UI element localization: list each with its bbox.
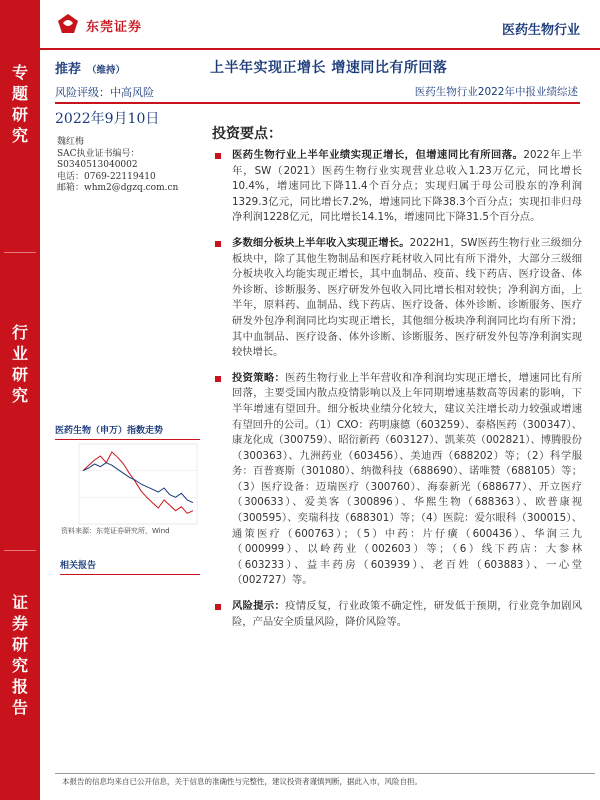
sidebar-divider: [4, 252, 36, 253]
point-lead: 多数细分板块上半年收入实现正增长。: [232, 236, 410, 249]
logo: [56, 13, 156, 37]
report-subtitle: 医药生物行业2022年中报业绩综述: [414, 86, 578, 98]
analyst-cert-label: SAC执业证书编号：: [57, 148, 140, 159]
bullet-icon: [215, 604, 221, 610]
point-item: [212, 599, 582, 630]
chart-title: 医药生物（申万）指数走势: [55, 423, 200, 440]
plot-area: [79, 444, 197, 524]
report-title: 上半年实现正增长 增速同比有所回落: [210, 60, 448, 76]
point-body: 疫情反复，行业政策不确定性，研发低于预期，行业竞争加剧风险，产品安全质量风险，降价风险等。: [232, 600, 583, 628]
logo-icon: [56, 13, 80, 35]
footer-divider: [55, 773, 595, 774]
industry-label: 医药生物行业: [501, 23, 580, 38]
title-divider: [55, 102, 580, 104]
point-lead: 风险提示：: [232, 600, 286, 613]
disclaimer: 本报告的信息均来自已公开信息，关于信息的准确性与完整性，建议投资者谨慎判断，据此入市，风险自担。: [62, 777, 422, 786]
chart-plot: [55, 440, 200, 530]
chart-source: 资料来源：东莞证券研究所，Wind: [61, 527, 170, 535]
bullet-icon: [215, 153, 221, 159]
analyst-cert-number: S0340513040002: [57, 160, 138, 170]
point-body: 医药生物行业上半年营收和净利润均实现正增长，增速同比有所回落，主要受国内散点疫情影响以及上年同期增速基数高等因素的影响，下半年增速有望回升。细分板块业绩分化较大，建议关注增长动力较强或增速有望回升的公司。（1）CXO：药明康德（603259）、泰格医药（300347）、康龙化成（300759）、昭衍新药（603127）、凯莱英（002821）、博腾股份（300363）、九洲药业（603456）、美迪西（688202）等；（2）科学服务：百普赛斯（301080）、纳微科技（688690）、诺唯赞（688105）等；（3）医疗设备：迈瑞医疗（300760）、海泰新光（688677）、开立医疗（300633）、爱美客（300896）、华熙生物（688363）、欧普康视（300595）、奕瑞科技（688301）等；（4）医院：爱尔眼科（300015）、通策医疗（600763）；（5）中药：片仔癀（600436）、华润三九（000999）、以岭药业（002603）等；（6）线下药店：大参林（603233）、益丰药房（603939）、老百姓（603883）、一心堂（002727）等。: [232, 371, 583, 587]
point-lead: 医药生物行业上半年业绩实现正增长，但增速同比有所回落。: [232, 149, 524, 161]
logo-text: 东莞证券: [86, 20, 143, 35]
recommendation-note: （维持）: [87, 65, 126, 76]
point-item: [212, 148, 582, 226]
recommendation: [55, 58, 210, 80]
index-chart: [55, 423, 200, 533]
point-lead: 投资策略：: [232, 371, 286, 384]
risk-rating: 风险评级：中高风险: [55, 86, 154, 99]
report-date: 2022年9月10日: [55, 111, 160, 127]
point-item: [212, 236, 582, 361]
points-list: [212, 148, 582, 640]
sidebar: [0, 0, 40, 800]
sidebar-label-securities: 证券研究报告: [11, 593, 28, 717]
sidebar-divider: [4, 550, 36, 551]
analyst-name: 魏红梅: [57, 137, 85, 147]
point-item: [212, 371, 582, 589]
sidebar-label-topic: 专题研究: [11, 63, 28, 145]
point-body: 2022年上半年，SW（2021）医药生物行业实现营业总收入1.23万亿元，同比增长10.4%，增速同比下降11.4个百分点；实现归属于母公司股东的净利润1329.3亿元，同比增长7.2%，增速同比下降38.3个百分点；实现扣非归母净利润1228亿元，同比增长14.1%，增速同比下降31.5个百分点。: [232, 149, 582, 224]
bullet-icon: [215, 376, 221, 382]
sidebar-label-industry: 行业研究: [11, 323, 28, 405]
header: [40, 0, 600, 50]
bullet-icon: [215, 241, 221, 247]
points-heading: 投资要点：: [212, 126, 282, 142]
related-reports-heading: 相关报告: [60, 558, 200, 575]
analyst-phone: 电话：0769-22119410: [57, 171, 156, 182]
recommendation-label: 推荐: [55, 62, 82, 77]
analyst-info: [57, 137, 178, 195]
point-body: 2022H1，SW医药生物行业三级细分板块中，除了其他生物制品和医疗耗材收入同比有所下滑外，大部分三级细分板块收入均能实现正增长，其中血制品、疫苗、线下药店、医疗设备、体外诊断、诊断服务、医疗研发外包收入同比增长相对较快；净利润方面，上半年，原料药、血制品、线下药店、医疗设备、体外诊断、诊断服务、医疗研发外包净利润同比均实现正增长，其他细分板块净利润同比均有所下滑；其中血制品、医疗设备、体外诊断、诊断服务、医疗研发外包等净利润实现较快增长。: [232, 236, 583, 359]
analyst-email: 邮箱：whm2@dgzq.com.cn: [57, 183, 179, 193]
